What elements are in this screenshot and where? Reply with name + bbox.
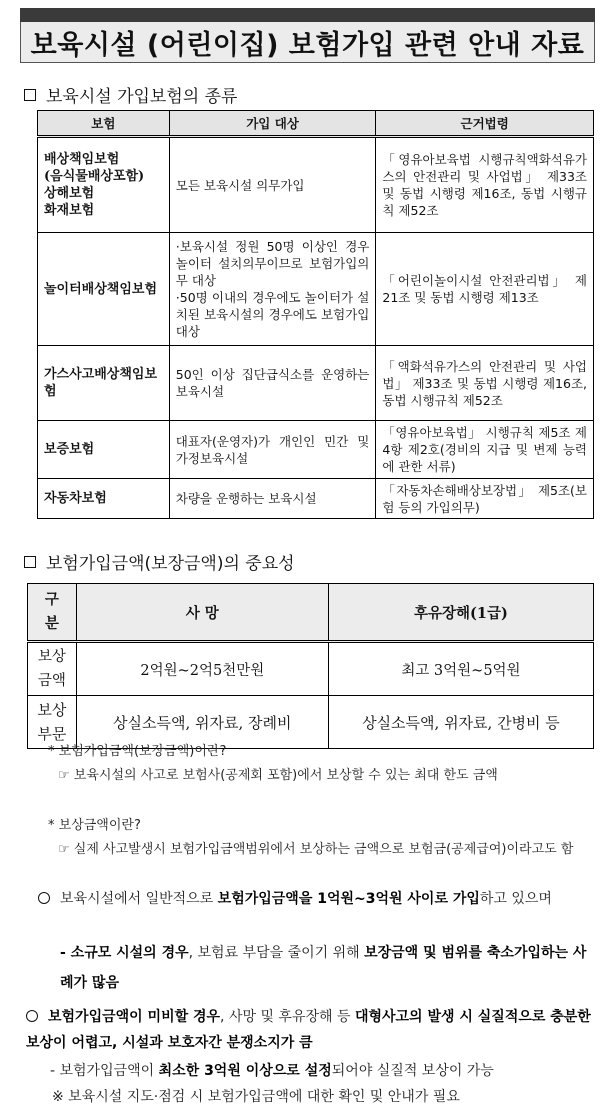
header-disability: 후유장해(1급)	[328, 584, 593, 642]
table-row	[38, 233, 594, 346]
title-box	[20, 22, 595, 63]
table-row	[38, 421, 594, 479]
table-row	[28, 696, 594, 749]
checkbox-square-icon	[24, 556, 36, 568]
checkbox-square-icon	[24, 89, 36, 101]
header-insurance: 보험	[38, 111, 170, 137]
row-label-amount: 보상 금액	[28, 642, 77, 696]
table-row	[38, 479, 594, 519]
insurance-name: 가스사고배상책임보험	[38, 346, 170, 421]
bullet-typical-coverage: 보육시설에서 일반적으로 보험가입금액을 1억원~3억원 사이로 가입하고 있으며	[38, 886, 596, 912]
header-law: 근거법령	[376, 111, 594, 137]
note-answer-1: ☞ 보육시설의 사고로 보험사(공제회 포함)에서 보상할 수 있는 최대 한도 금액	[58, 768, 498, 783]
table-row	[38, 346, 594, 421]
circle-bullet-icon	[26, 1010, 38, 1022]
insurance-name: 배상책임보험 (음식물배상포함) 상해보험 화재보험	[38, 137, 170, 233]
insurance-target: 50인 이상 집단급식소를 운영하는 보육시설	[169, 346, 376, 421]
table-header-row	[38, 111, 594, 137]
note-answer-2: ☞ 실제 사고발생시 보험가입금액범위에서 보상하는 금액으로 보험금(공제급여)이라고도 함	[58, 842, 574, 857]
insurance-name: 놀이터배상책임보험	[38, 233, 170, 346]
table-header-row	[28, 584, 594, 642]
insurance-law: 「영유아보육법」 시행규칙 제5조 제4항 제2호(경비의 지급 및 변제 능력에 관한 서류)	[376, 421, 594, 479]
insurance-target: 차량을 운행하는 보육시설	[169, 479, 376, 519]
note-question-2: * 보상금액이란?	[48, 818, 141, 833]
header-corner: 구 분	[28, 584, 77, 642]
insurance-target: 모든 보육시설 의무가입	[169, 137, 376, 233]
insurance-name: 자동차보험	[38, 479, 170, 519]
insurance-law: 「자동차손해배상보장법」 제5조(보험 등의 가입의무)	[376, 479, 594, 519]
table-row	[38, 137, 594, 233]
coverage-amount-table	[27, 583, 594, 749]
cell-death-scope: 상실소득액, 위자료, 장례비	[76, 696, 328, 749]
bullet-insufficient-coverage: 보험가입금액이 미비할 경우, 사망 및 후유장해 등 대형사고의 발생 시 실질적으로 충분한 보상이 어렵고, 시설과 보호자간 분쟁소지가 큼	[26, 1009, 591, 1051]
bullet-minimum-coverage: - 보험가입금액이 최소한 3억원 이상으로 설정되어야 실질적 보상이 가능	[50, 1063, 494, 1079]
table-row	[28, 642, 594, 696]
cell-disability-scope: 상실소득액, 위자료, 간병비 등	[328, 696, 593, 749]
header-death: 사 망	[76, 584, 328, 642]
cell-death-amount: 2억원~2억5천만원	[76, 642, 328, 696]
document-title: 보육시설 (어린이집) 보험가입 관련 안내 자료	[30, 29, 585, 61]
section-heading-insurance-types: 보육시설 가입보험의 종류	[22, 82, 237, 107]
header-target: 가입 대상	[169, 111, 376, 137]
insurance-law: 「액화석유가스의 안전관리 및 사업법」 제33조 및 동법 시행령 제16조, 동법 시행규칙 제52조	[376, 346, 594, 421]
insurance-target: ·보육시설 정원 50명 이상인 경우 놀이터 설치의무이므로 보험가입의무 대상 ·50명 이내의 경우에도 놀이터가 설치된 보육시설의 경우에도 보험가입 대상	[169, 233, 376, 346]
circle-bullet-icon	[38, 892, 50, 904]
cell-disability-amount: 최고 3억원~5억원	[328, 642, 593, 696]
row-label-scope: 보상 부문	[28, 696, 77, 749]
insurance-law: 「영유아보육법 시행규칙액화석유가스의 안전관리 및 사업법」 제33조 및 동법 시행령 제16조, 동법 시행규칙 제52조	[376, 137, 594, 233]
note-question-1: * 보험가입금액(보장금액)이란?	[48, 744, 227, 759]
insurance-law: 「어린이놀이시설 안전관리법」 제21조 및 동법 시행령 제13조	[376, 233, 594, 346]
insurance-name: 보증보험	[38, 421, 170, 479]
bullet-small-facility: - 소규모 시설의 경우, 보험료 부담을 줄이기 위해 보장금액 및 범위를 축소가입하는 사례가 많음	[60, 945, 587, 991]
section-heading-coverage-importance: 보험가입금액(보장금액)의 중요성	[22, 549, 295, 574]
insurance-target: 대표자(운영자)가 개인인 민간 및 가정보육시설	[169, 421, 376, 479]
footnote-inspection: ※ 보육시설 지도·점검 시 보험가입금액에 대한 확인 및 안내가 필요	[52, 1089, 460, 1105]
insurance-types-table	[37, 110, 594, 519]
